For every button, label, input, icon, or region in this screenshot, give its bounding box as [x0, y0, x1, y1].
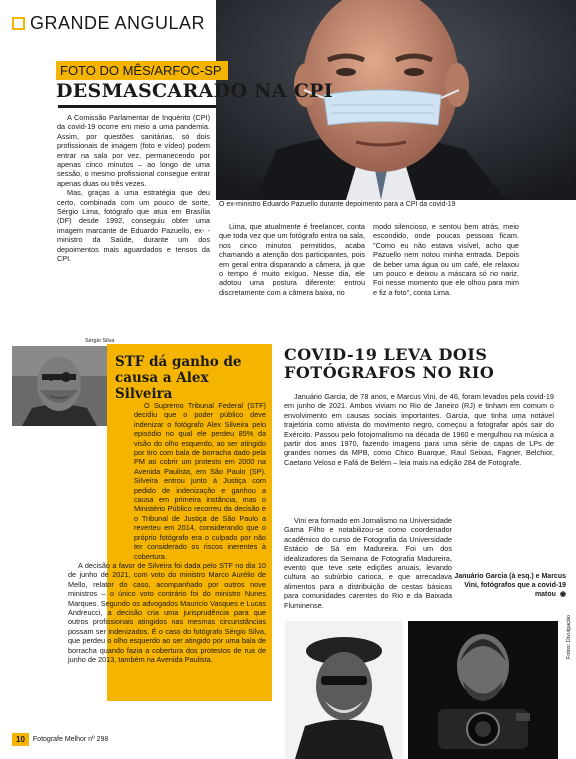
covid-body-2 — [284, 516, 452, 610]
covid-photo-caption — [452, 572, 566, 599]
feature-column-2 — [219, 222, 365, 297]
headline-rule — [58, 105, 216, 108]
paragraph: modo silencioso, e sentou bem atrás, meio escondido, onde poucas pessoas ficam. "Como eu não estava visível, acho que Pazuello nem notou minha entrada. Depois de beber uma água ou um café, ele relaxou um pouco e deixou a máscara só no nariz. Foi nesse momento que ele olhou para mim e fiz a foto", conta Lima. — [373, 222, 519, 297]
paragraph: Vini era formado em Jornalismo na Universidade Gama Filho e notabilizou-se como coordenador acadêmico do curso de Fotografia da Universidade Estácio de Sá em Madureira. Foi um dos idealizadores da Semana de Fotografia Madureira, evento que teve sete edições anuais, levando cultura ao subúrbio carioca, e que arrecadava alimentos para a distribuição de cestas básicas para comunidades carentes do Rio e da Baixada Fluminense. — [284, 516, 452, 610]
paragraph: O Supremo Tribunal Federal (STF) decidiu que o poder público deve indenizar o fotógrafo Alex Silveira pelo episódio no qual ele perdeu 85% da visão do olho esquerdo, ao ser atingido por tiro com bala de borracha dado pela PM ao cobrir um protesto em 2000 na Avenida Paulista, em São Paulo (SP). Silveira entrou junto à Justiça com pedido de indenização e ganhou a causa em primeira instância, mas o Ministério Público recorreu da decisão e o Tribunal de Justiça de São Paulo a reverteu em 2014, considerando que o próprio fotógrafo era o culpado por não ter considerado os riscos inerentes à cobertura. — [134, 401, 266, 561]
section-header — [12, 13, 205, 34]
section-title: GRANDE ANGULAR — [30, 13, 206, 33]
stf-title: STF dá ganho de causa a Alex Silveira — [115, 354, 242, 402]
paragraph: Januário Garcia, de 78 anos, e Marcus Vini, de 46, foram levados pela covid-19 em junho de 2021. Ambos viviam no Rio de Janeiro (RJ) e tinham em comum o envolvimento em causas sociais importantes. Garcia, que tinha uma notável trajetória como ativista do movimento negro, começou a fotografar após sair do Exército. Passou pelo fotojornalismo na década de 1960 e mergulhou na música a partir dos anos 1970, fazendo imagens para uma série de capas de LPs de grandes nomes da MPB, como Chico Buarque, Raul Seixas, Fagner, Belchior, Caetano Veloso e Fafá de Belém – leia mais na edição 284 de Fotografe. — [284, 392, 554, 467]
end-mark-icon: ◉ — [559, 591, 566, 598]
feature-headline: DESMASCARADO NA CPI — [56, 80, 333, 102]
section-marker-icon — [12, 17, 25, 30]
publication-name: Fotografe Melhor nº 298 — [32, 736, 109, 743]
feature-tag: FOTO DO MÊS/ARFOC-SP — [56, 61, 228, 80]
stf-body — [68, 401, 266, 664]
page-footer — [12, 733, 108, 746]
paragraph: Lima, que atualmente é freelancer, conta que toda vez que um fotógrafo entra na sala, nos cinco minutos permitidos, acaba chamando a atenção dos participantes, pois em geral entra disparando a câmera, já que o tempo é muito exíguo. Nesse dia, ele adotou uma postura diferente: entrou discretamente com a câmera baixa, no — [219, 222, 365, 297]
paragraph: Mas, graças a uma estratégia que deu certo, combinada com um pouco de sorte, Sérgio Lima, fotógrafo que atua em Brasília (DF) desde 1992, conseguiu obter uma imagem marcante de Eduardo Pazuello, ex- -ministro da Saúde, durante um dos depoimentos mais aguardados e tensos da CPI. — [57, 188, 210, 264]
feature-caption: O ex-ministro Eduardo Pazuello durante depoimento para a CPI da covid-19 — [219, 201, 456, 208]
photo-credit-stf: Sérgio Silva — [85, 338, 115, 344]
feature-column-3 — [373, 222, 519, 297]
photo-credit-covid: Fotos: Divulgação — [566, 615, 572, 660]
photo-credit-feature: Sérgio Lima — [567, 160, 573, 190]
caption-text: Januário Garcia (à esq.) e Marcus Vini, fotógrafos que a covid-19 matou — [454, 573, 566, 598]
feature-column-1 — [57, 113, 210, 264]
marcus-vini-photo — [408, 621, 558, 759]
paragraph: A Comissão Parlamentar de Inquérito (CPI) da covid-19 ocorre em meio a uma pandemia. Assim, por questões sanitárias, só dois profissionais de imagem (foto e vídeo) podem entrar na sala por vez, permanecendo por apenas cinco minutos – ao longo de uma sessão, o mesmo profissional consegue entrar apenas duas ou três vezes. — [57, 113, 210, 188]
paragraph: A decisão a favor de Silveira foi dada pelo STF no dia 10 de junho de 2021, com voto do ministro Marco Aurélio de Mello, relator do caso, acompanhado por outros nove ministros – o único voto contrário foi do ministro Nunes Marques. Segundo os advogados Mauricio Vasques e Lucas Andreucci, a decisão cria uma jurisprudência para que outros profissionais atingidos nas mesmas circunstâncias possam ser indenizados. É o caso do fotógrafo Sérgio Silva, que perdeu o olho esquerdo ao ser atingido por uma bala de borracha quando fazia a cobertura dos protestos de rua de junho de 2013, também na Avenida Paulista. — [68, 560, 266, 664]
januario-garcia-photo — [285, 621, 403, 759]
page-number: 10 — [12, 733, 29, 746]
covid-title: COVID-19 LEVA DOIS FOTÓGRAFOS NO RIO — [284, 345, 495, 382]
covid-body-1 — [284, 392, 554, 467]
